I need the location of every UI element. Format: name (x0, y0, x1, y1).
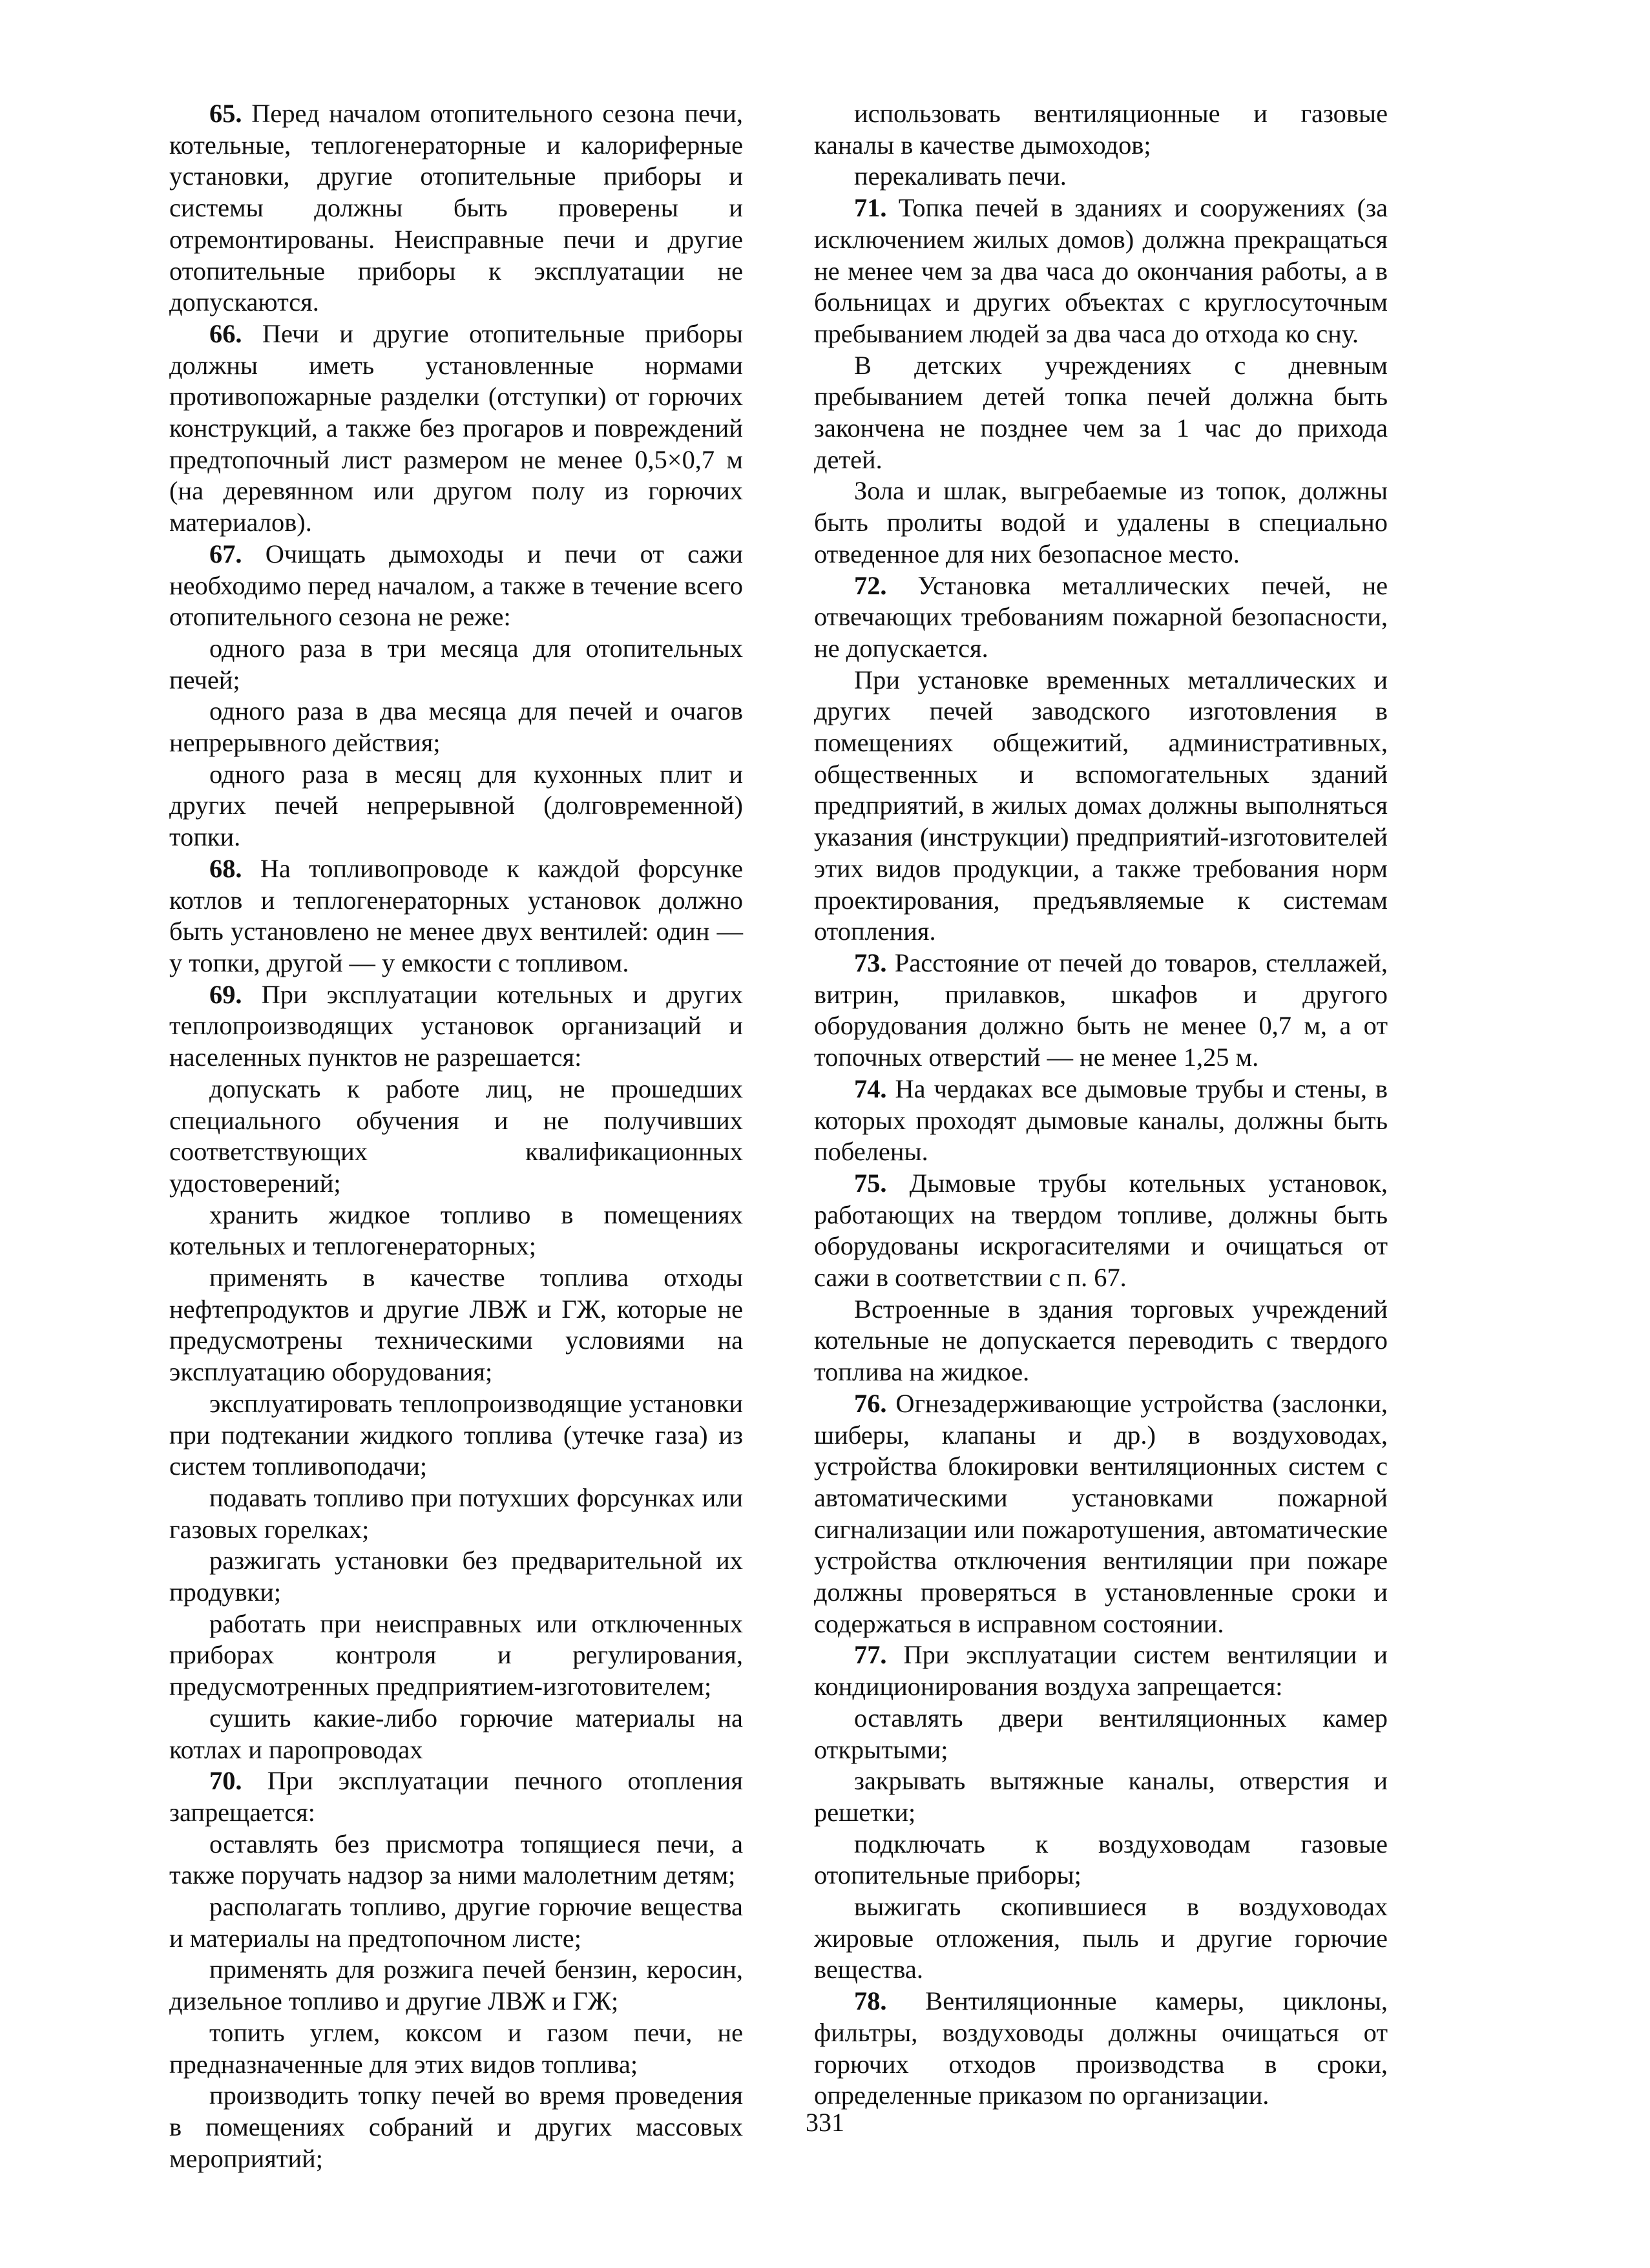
paragraph (814, 665, 1388, 948)
paragraph-text: применять для розжига печей бензин, керосин, дизельное топливо и другие ЛВЖ и ГЖ; (169, 1955, 743, 2016)
paragraph-66 (169, 318, 743, 539)
paragraph-text: сушить какие-либо горючие материалы на котлах и паропроводах (169, 1703, 743, 1764)
paragraph-65 (169, 98, 743, 318)
paragraph-text: оставлять без присмотра топящиеся печи, а также поручать надзор за ними малолетним детям; (169, 1829, 743, 1890)
list-item (169, 1703, 743, 1765)
paragraph-text: При эксплуатации систем вентиляции и кондиционирования воздуха запрещается: (814, 1640, 1388, 1701)
paragraph-text: закрывать вытяжные каналы, отверстия и решетки; (814, 1766, 1388, 1827)
list-item (169, 1545, 743, 1608)
list-item (169, 1074, 743, 1200)
clause-number: 77. (854, 1640, 887, 1670)
paragraph-text: Печи и другие отопительные приборы должны иметь установленные нормами противопожарные разделки (отступки) от горючих конструкций, а также без прогаров и повреждений предтопочный лист размером не менее 0,5×0,7 м (на деревянном или другом полу из горючих материалов). (169, 318, 743, 537)
clause-number: 78. (854, 1986, 887, 2016)
clause-number: 73. (854, 948, 887, 977)
list-item (169, 1388, 743, 1483)
list-item (169, 633, 743, 696)
clause-number: 69. (209, 979, 242, 1009)
paragraph-68 (169, 853, 743, 979)
list-item (814, 161, 1388, 192)
paragraph-text: выжигать скопившиеся в воздуховодах жировые отложения, пыль и другие горючие вещества. (814, 1892, 1388, 1984)
list-item (169, 1262, 743, 1388)
paragraph-72 (814, 570, 1388, 665)
paragraph-text: На чердаках все дымовые трубы и стены, в которых проходят дымовые каналы, должны быть побелены. (814, 1074, 1388, 1167)
paragraph-text: работать при неисправных или отключенных приборах контроля и регулирования, предусмотренных предприятием-изготовителем; (169, 1608, 743, 1701)
left-column (169, 98, 743, 2174)
clause-number: 70. (209, 1766, 242, 1796)
paragraph-text: одного раза в месяц для кухонных плит и других печей непрерывной (долговременной) топки. (169, 759, 743, 852)
list-item (814, 1829, 1388, 1891)
paragraph-text: Встроенные в здания торговых учреждений котельные не допускается переводить с твердого топлива на жидкое. (814, 1294, 1388, 1387)
clause-number: 72. (854, 570, 887, 600)
paragraph-text: хранить жидкое топливо в помещениях котельных и теплогенераторных; (169, 1200, 743, 1261)
paragraph-text: применять в качестве топлива отходы нефтепродуктов и другие ЛВЖ и ГЖ, которые не предусмотрены техническими условиями на эксплуатацию оборудования; (169, 1263, 743, 1387)
paragraph-text: подключать к воздуховодам газовые отопительные приборы; (814, 1829, 1388, 1890)
clause-number: 65. (209, 99, 242, 128)
paragraph-76 (814, 1388, 1388, 1640)
paragraph-77 (814, 1639, 1388, 1702)
paragraph (814, 475, 1388, 570)
paragraph-text: В детских учреждениях с дневным пребыванием детей топка печей должна быть закончена не позднее чем за 1 час до прихода детей. (814, 350, 1388, 474)
paragraph-text: топить углем, коксом и газом печи, не предназначенные для этих видов топлива; (169, 2017, 743, 2079)
paragraph-text: одного раза в два месяца для печей и очагов непрерывного действия; (169, 696, 743, 758)
paragraph-text: использовать вентиляционные и газовые каналы в качестве дымоходов; (814, 99, 1388, 160)
page-number: 331 (806, 2108, 844, 2137)
paragraph-text: производить топку печей во время проведения в помещениях собраний и других массовых мероприятий; (169, 2081, 743, 2173)
paragraph-text: подавать топливо при потухших форсунках или газовых горелках; (169, 1483, 743, 1544)
paragraph-text: Топка печей в зданиях и сооружениях (за исключением жилых домов) должна прекращаться не менее чем за два часа до окончания работы, а в больницах и других объектах с круглосуточным пребыванием людей за два часа до отхода ко сну. (814, 193, 1388, 348)
paragraph-text: эксплуатировать теплопроизводящие установки при подтекании жидкого топлива (утечке газа) из систем топливоподачи; (169, 1388, 743, 1481)
paragraph-text: На топливопроводе к каждой форсунке котлов и теплогенераторных установок должно быть установлено не менее двух вентилей: один — у топки, другой — у емкости с топливом. (169, 853, 743, 977)
paragraph (814, 350, 1388, 476)
paragraph-75 (814, 1168, 1388, 1294)
list-item (169, 1829, 743, 1891)
paragraph-text: При эксплуатации печного отопления запрещается: (169, 1766, 743, 1827)
list-item (169, 1891, 743, 1954)
paragraph-text: допускать к работе лиц, не прошедших специального обучения и не получивших соответствующих квалификационных удостоверений; (169, 1074, 743, 1198)
right-column (814, 98, 1388, 2112)
paragraph-text: Очищать дымоходы и печи от сажи необходимо перед началом, а также в течение всего отопительного сезона не реже: (169, 539, 743, 632)
paragraph-text: Вентиляционные камеры, циклоны, фильтры, воздуховоды должны очищаться от горючих отходов производства в сроки, определенные приказом по организации. (814, 1986, 1388, 2110)
paragraph (814, 1294, 1388, 1388)
list-item (169, 1954, 743, 2017)
paragraph-text: Огнезадерживающие устройства (заслонки, шиберы, клапаны и др.) в воздуховодах, устройства блокировки вентиляционных систем с автоматическими установками пожарной сигнализации или пожаротушения, автоматические устройства отключения вентиляции при пожаре должны проверяться в установленные сроки и содержаться в исправном состоянии. (814, 1388, 1388, 1638)
list-item (814, 1765, 1388, 1828)
clause-number: 66. (209, 318, 242, 348)
paragraph-text: перекаливать печи. (854, 161, 1067, 191)
list-item (814, 1891, 1388, 1986)
paragraph-text: разжигать установки без предварительной их продувки; (169, 1546, 743, 1607)
paragraph-71 (814, 192, 1388, 350)
list-item (814, 98, 1388, 161)
paragraph-text: одного раза в три месяца для отопительных печей; (169, 633, 743, 694)
paragraph-78 (814, 1986, 1388, 2112)
paragraph-text: Зола и шлак, выгребаемые из топок, должны быть пролиты водой и удалены в специально отведенное для них безопасное место. (814, 476, 1388, 568)
paragraph-text: При установке временных металлических и других печей заводского изготовления в помещениях общежитий, административных, общественных и вспомогательных зданий предприятий, в жилых домах должны выполняться указания (инструкции) предприятий-изготовителей этих видов продукции, а также требования норм проектирования, предъявляемые к системам отопления. (814, 665, 1388, 946)
list-item (169, 759, 743, 853)
paragraph-67 (169, 539, 743, 633)
paragraph-74 (814, 1074, 1388, 1168)
list-item (169, 696, 743, 758)
paragraph-text: Расстояние от печей до товаров, стеллажей, витрин, прилавков, шкафов и другого оборудования должно быть не менее 0,7 м, а от топочных отверстий — не менее 1,25 м. (814, 948, 1388, 1072)
clause-number: 71. (854, 193, 887, 223)
list-item (169, 1608, 743, 1703)
clause-number: 68. (209, 853, 242, 883)
clause-number: 74. (854, 1074, 887, 1103)
paragraph-73 (814, 948, 1388, 1074)
list-item (814, 1703, 1388, 1765)
paragraph-69 (169, 979, 743, 1074)
paragraph-70 (169, 1765, 743, 1828)
paragraph-text: Перед началом отопительного сезона печи, котельные, теплогенераторные и калориферные установки, другие отопительные приборы и системы должны быть проверены и отремонтированы. Неисправные печи и другие отопительные приборы к эксплуатации не допускаются. (169, 99, 743, 317)
paragraph-text: При эксплуатации котельных и других теплопроизводящих установок организаций и населенных пунктов не разрешается: (169, 979, 743, 1072)
clause-number: 67. (209, 539, 242, 568)
paragraph-text: располагать топливо, другие горючие вещества и материалы на предтопочном листе; (169, 1892, 743, 1953)
paragraph-text: Установка металлических печей, не отвечающих требованиям пожарной безопасности, не допускается. (814, 570, 1388, 663)
list-item (169, 2017, 743, 2080)
clause-number: 76. (854, 1388, 887, 1418)
paragraph-text: Дымовые трубы котельных установок, работающих на твердом топливе, должны быть оборудованы искрогасителями и очищаться от сажи в соответствии с п. 67. (814, 1168, 1388, 1293)
clause-number: 75. (854, 1168, 887, 1198)
list-item (169, 1200, 743, 1262)
list-item (169, 1483, 743, 1545)
paragraph-text: оставлять двери вентиляционных камер открытыми; (814, 1703, 1388, 1764)
